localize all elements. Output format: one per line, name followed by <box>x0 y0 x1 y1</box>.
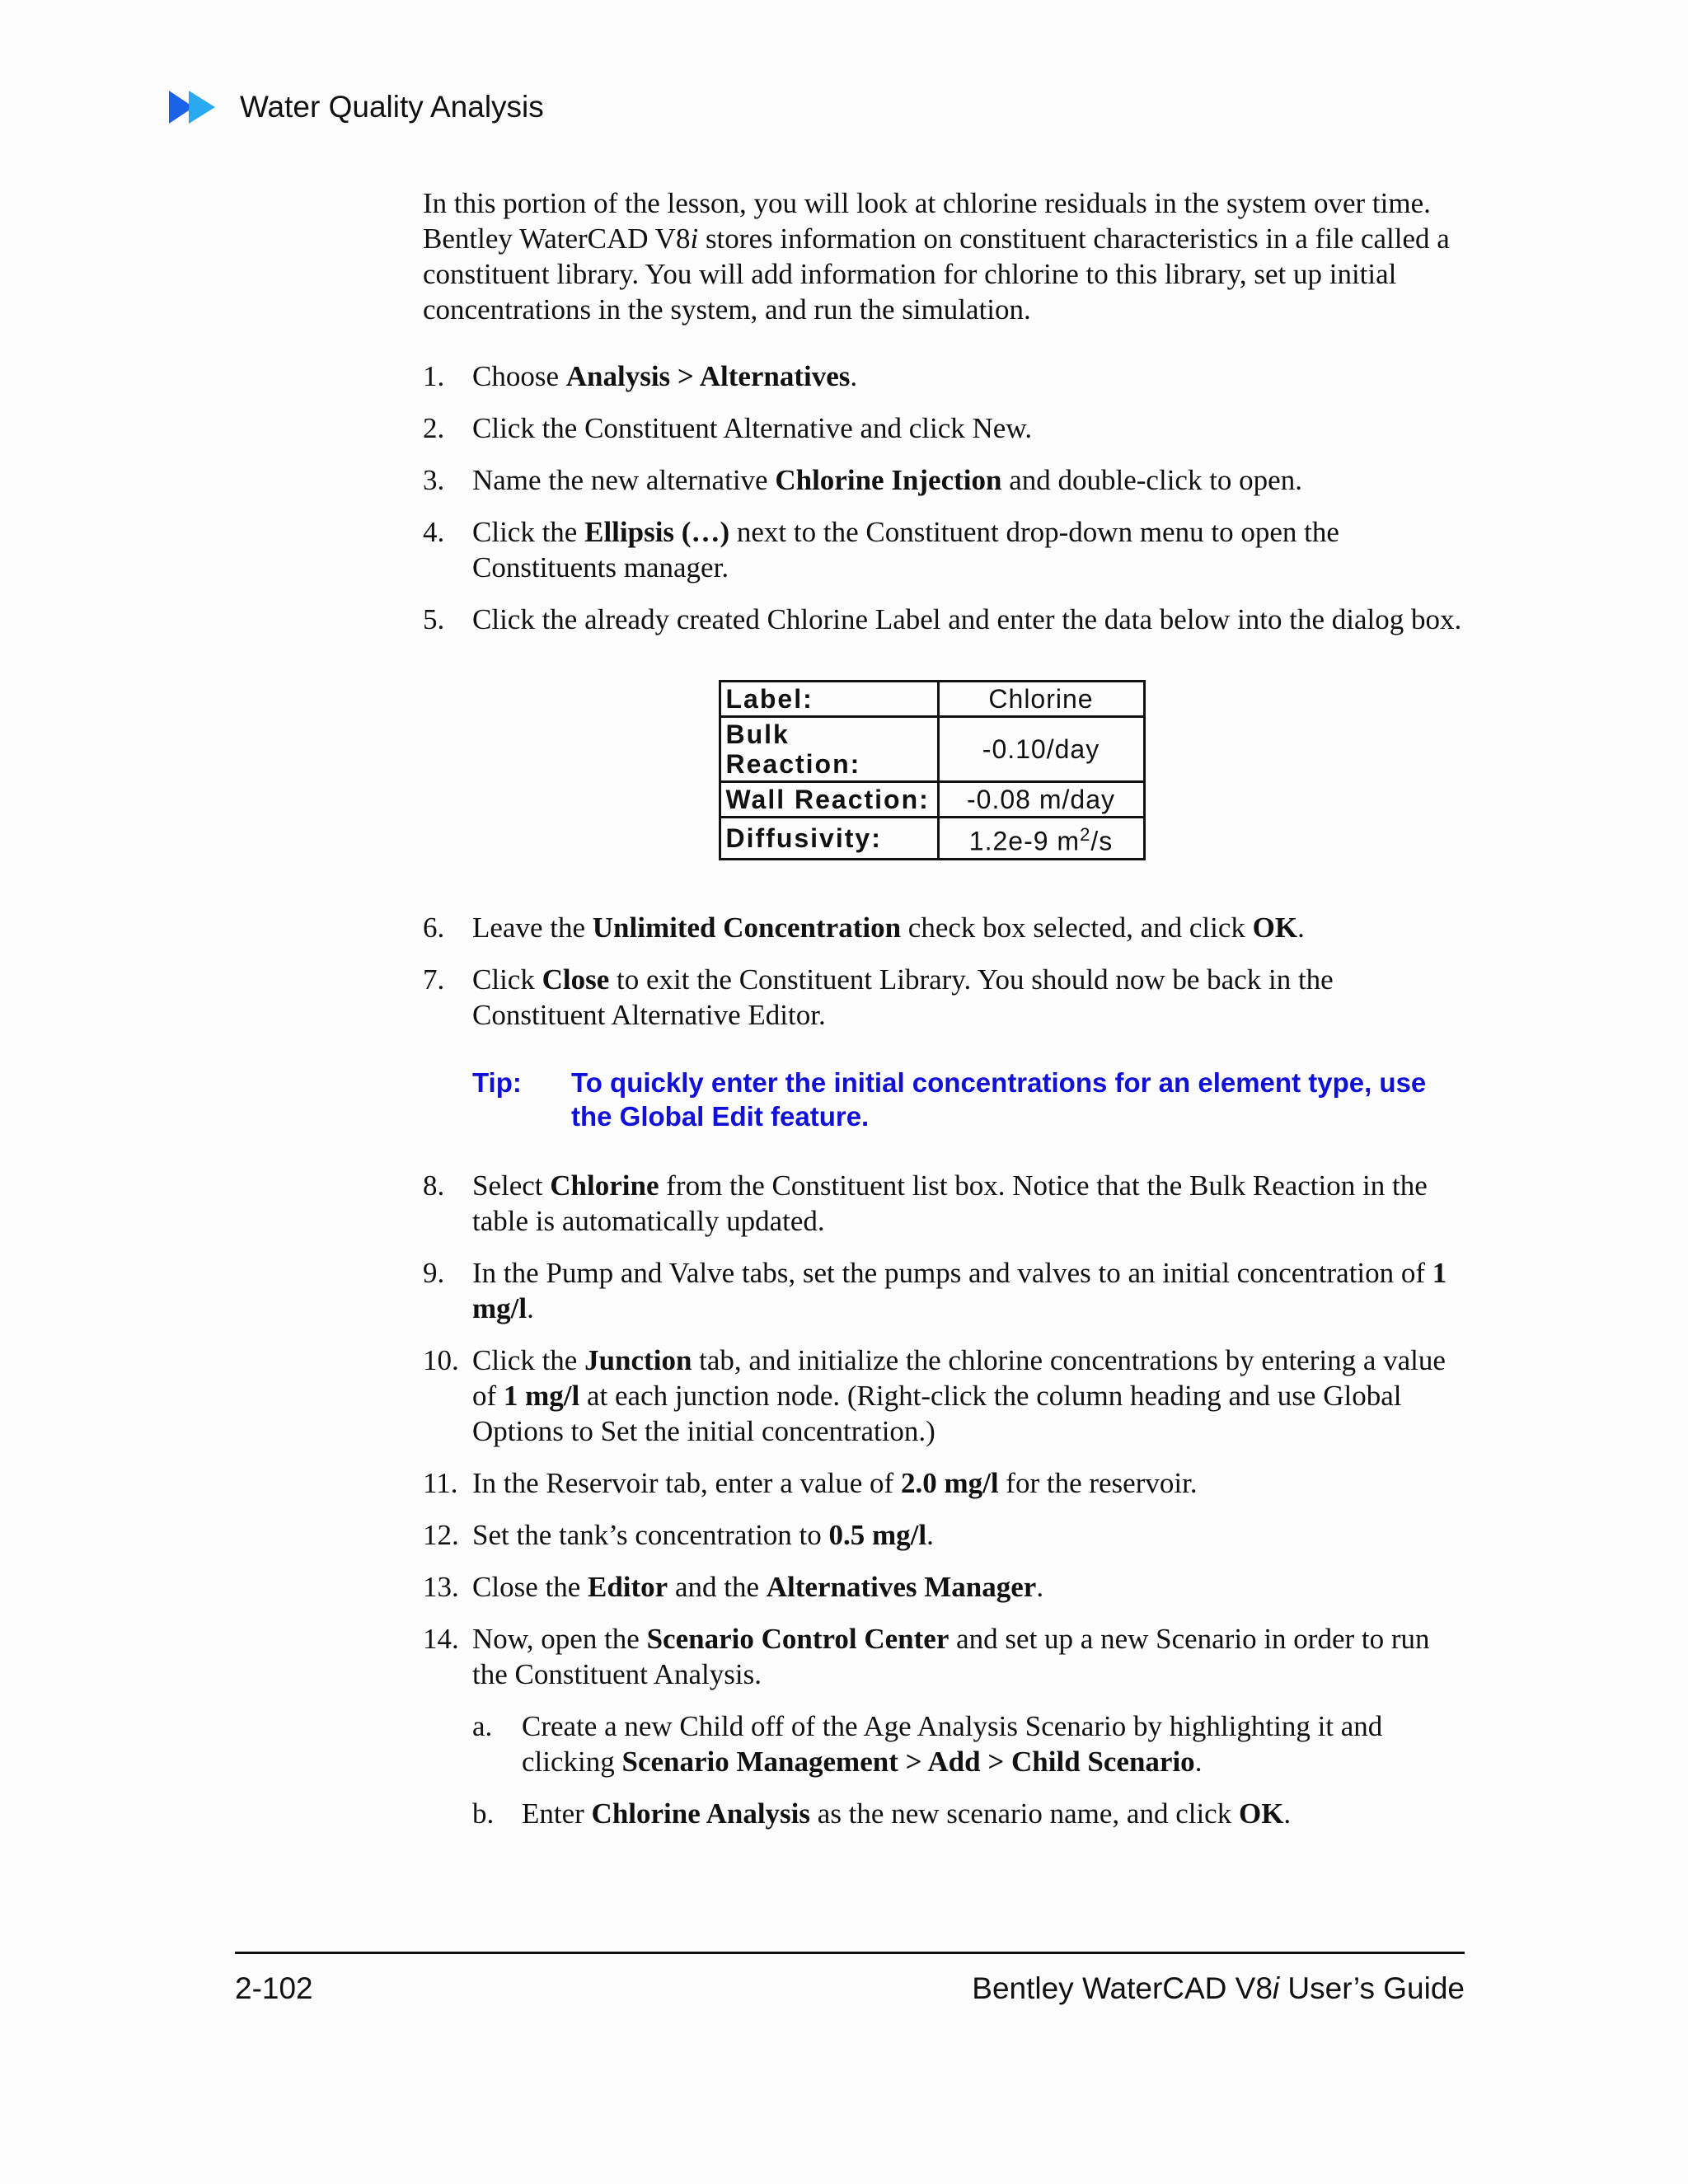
table-value-cell: -0.10/day <box>938 717 1144 782</box>
steps-list-3 <box>423 1168 1465 1692</box>
step-number: 7. <box>423 963 445 996</box>
step-text: Leave the Unlimited Concentration check box selected, and click OK. <box>472 911 1305 944</box>
step-number: b. <box>472 1797 495 1830</box>
header-title: Water Quality Analysis <box>240 90 544 124</box>
step-number: 1. <box>423 360 445 392</box>
step-text: Close the Editor and the Alternatives Manager. <box>472 1570 1044 1603</box>
substeps-list <box>423 1708 1465 1831</box>
step-text: In the Pump and Valve tabs, set the pumps and valves to an initial concentration of 1 mg/l. <box>472 1256 1447 1324</box>
intro-paragraph: In this portion of the lesson, you will look at chlorine residuals in the system over time. Bentley WaterCAD V8i stores information on constituent characteristics in a file called a constituent library. You will add information for chlorine to this library, set up initial concentrations in the system, and run the simulation. <box>423 187 1450 326</box>
table-row <box>720 818 1144 860</box>
footer-divider <box>235 1952 1465 1954</box>
list-item <box>423 1255 1465 1326</box>
step-text: Click the Constituent Alternative and click New. <box>472 412 1033 444</box>
list-item <box>423 1621 1465 1692</box>
step-text: In the Reservoir tab, enter a value of 2.0 mg/l for the reservoir. <box>472 1466 1198 1499</box>
step-number: 2. <box>423 412 445 444</box>
table-value-cell: -0.08 m/day <box>938 782 1144 818</box>
step-text: Click the already created Chlorine Label and enter the data below into the dialog box. <box>472 603 1462 635</box>
step-number: 10. <box>423 1343 459 1376</box>
table-row <box>720 717 1144 782</box>
step-text: Click the Junction tab, and initialize the chlorine concentrations by entering a value of 1 mg/l at each junction node. (Right-click the column heading and use Global Options to Set the initial concentration.) <box>472 1343 1446 1447</box>
tip-text: To quickly enter the initial concentrations for an element type, use the Global Edit feature. <box>571 1066 1427 1132</box>
step-text: Choose Analysis > Alternatives. <box>472 360 858 392</box>
list-item <box>423 359 1465 394</box>
step-number: 6. <box>423 911 445 944</box>
step-text: Click the Ellipsis (…) next to the Constituent drop-down menu to open the Constituents manager. <box>472 516 1339 583</box>
list-item <box>423 1343 1465 1449</box>
step-text: Select Chlorine from the Constituent list box. Notice that the Bulk Reaction in the table is automatically updated. <box>472 1169 1428 1237</box>
step-text: Click Close to exit the Constituent Library. You should now be back in the Constituent Alternative Editor. <box>472 963 1334 1031</box>
table-key-cell: Bulk Reaction: <box>720 717 938 782</box>
footer-title: Bentley WaterCAD V8i User’s Guide <box>972 1971 1465 2005</box>
list-item <box>423 1465 1465 1501</box>
step-text: Set the tank’s concentration to 0.5 mg/l. <box>472 1518 934 1551</box>
constituent-table <box>719 680 1146 860</box>
table-key-cell: Wall Reaction: <box>720 782 938 818</box>
list-item <box>423 1517 1465 1553</box>
steps-list-1 <box>423 359 1465 637</box>
step-number: 5. <box>423 603 445 635</box>
steps-list-2 <box>423 910 1465 1033</box>
step-number: 4. <box>423 516 445 548</box>
list-item <box>423 1569 1465 1605</box>
list-item <box>423 602 1465 637</box>
sub-list-item <box>423 1708 1465 1779</box>
step-number: a. <box>472 1709 493 1742</box>
step-text: Create a new Child off of the Age Analysis Scenario by highlighting it and clicking Scenario Management > Add > Child Scenario. <box>522 1709 1383 1778</box>
step-text: Enter Chlorine Analysis as the new scenario name, and click OK. <box>522 1797 1292 1830</box>
table-row <box>720 782 1144 818</box>
step-text: Name the new alternative Chlorine Injection and double-click to open. <box>472 464 1302 496</box>
list-item <box>423 410 1465 446</box>
table-key-cell: Label: <box>720 682 938 717</box>
page-header <box>169 87 544 128</box>
step-number: 9. <box>423 1256 445 1289</box>
page-number: 2-102 <box>235 1971 313 2005</box>
step-number: 12. <box>423 1518 459 1551</box>
table-key-cell: Diffusivity: <box>720 818 938 860</box>
step-number: 3. <box>423 464 445 496</box>
step-number: 11. <box>423 1466 458 1499</box>
tip-label: Tip: <box>472 1066 522 1098</box>
constituent-table-wrapper <box>423 680 1465 860</box>
table-value-cell: 1.2e-9 $m^2/s$ <box>938 818 1144 860</box>
step-number: 13. <box>423 1570 459 1603</box>
list-item <box>423 910 1465 945</box>
sub-list-item <box>423 1796 1465 1831</box>
table-row <box>720 682 1144 717</box>
step-number: 14. <box>423 1622 459 1655</box>
step-text: Now, open the Scenario Control Center and set up a new Scenario in order to run the Constituent Analysis. <box>472 1622 1430 1690</box>
table-value-cell: Chlorine <box>938 682 1144 717</box>
tip-callout <box>472 1066 1465 1133</box>
double-arrow-icon <box>169 88 222 126</box>
main-content <box>423 185 1465 1848</box>
list-item <box>423 514 1465 585</box>
list-item <box>423 462 1465 498</box>
step-number: 8. <box>423 1169 445 1202</box>
list-item <box>423 1168 1465 1239</box>
list-item <box>423 962 1465 1033</box>
